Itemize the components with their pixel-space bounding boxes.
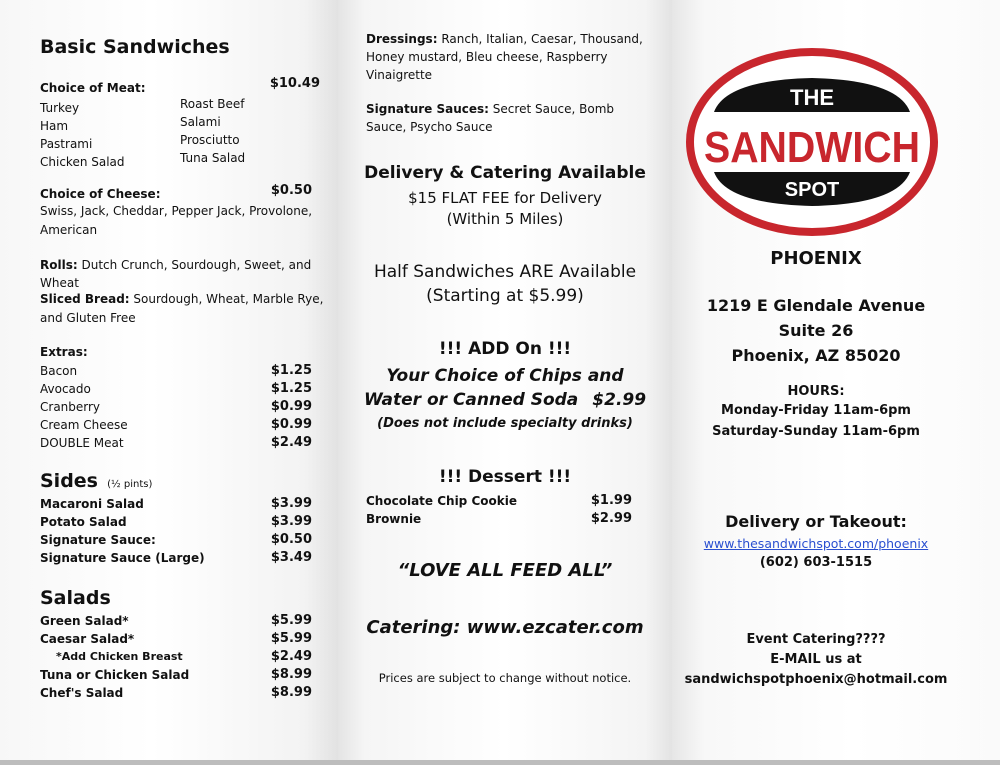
delivery-fee: $15 FLAT FEE for Delivery: [408, 189, 602, 207]
right-panel: [672, 0, 1000, 765]
salads-title: Salads: [40, 587, 111, 609]
sauces-line2: Sauce, Psycho Sauce: [366, 120, 493, 134]
sides-list: [40, 495, 312, 567]
meat-item: Tuna Salad: [180, 151, 246, 165]
hours-weekend: Saturday-Sunday 11am-6pm: [712, 424, 920, 439]
dressings-label: Dressings:: [366, 32, 438, 46]
meat-item: Ham: [40, 119, 69, 133]
address-line2: Suite 26: [778, 321, 854, 340]
extras-item: Cranberry $0.99: [40, 399, 312, 414]
left-panel: [0, 0, 338, 765]
cheese-price: $0.50: [270, 183, 312, 198]
half-sandwich-line1: Half Sandwiches ARE Available: [373, 262, 637, 282]
meat-item: Prosciutto: [180, 133, 240, 147]
rolls-line2: Wheat: [40, 276, 79, 290]
sides-note: (½ pints): [107, 479, 153, 490]
sliced-text: Sourdough, Wheat, Marble Rye,: [129, 292, 324, 306]
event-catering-line: Event Catering????: [746, 632, 886, 647]
extras-item: Bacon $1.25: [40, 363, 312, 378]
slogan: “LOVE ALL FEED ALL”: [397, 560, 613, 581]
extras-item: DOUBLE Meat $2.49: [40, 435, 312, 450]
rolls-label: Rolls:: [40, 258, 78, 272]
address-line3: Phoenix, AZ 85020: [731, 346, 901, 365]
salads-list: [40, 612, 312, 702]
half-sandwich-line2: (Starting at $5.99): [426, 286, 584, 306]
delivery-takeout-label: Delivery or Takeout:: [725, 512, 907, 531]
salads-item: Tuna or Chicken Salad $8.99: [40, 667, 312, 682]
meat-price: $10.49: [269, 76, 320, 91]
meat-list-col1: [40, 99, 125, 171]
website-link-row: [672, 536, 960, 551]
logo-text-the: THE: [790, 85, 834, 110]
meat-item: Chicken Salad: [40, 155, 125, 169]
sandwich-spot-logo: [686, 48, 938, 236]
cheese-line2: American: [40, 223, 98, 237]
catering-link: Catering: www.ezcater.com: [366, 617, 644, 638]
delivery-title: Delivery & Catering Available: [364, 163, 646, 183]
extras-item: Avocado $1.25: [40, 381, 312, 396]
addon-note: (Does not include specialty drinks): [377, 416, 633, 431]
sides-item: Signature Sauce (Large) $3.49: [40, 550, 312, 565]
addon-price: $2.99: [592, 390, 647, 410]
sides-item: Potato Salad $3.99: [40, 514, 312, 529]
dressings-line3: Vinaigrette: [366, 68, 433, 82]
extras-list: [40, 362, 312, 452]
salads-item: Chef's Salad $8.99: [40, 685, 312, 700]
dressings-line1: Dressings: Ranch, Italian, Caesar, Thousand,: [366, 32, 643, 46]
dressings-line2: Honey mustard, Bleu cheese, Raspberry: [366, 50, 608, 64]
salads-item: Caesar Salad* $5.99: [40, 631, 312, 646]
logo-text-sandwich: SANDWICH: [704, 123, 920, 172]
addon-line1: Your Choice of Chips and: [386, 366, 624, 386]
address-line1: 1219 E Glendale Avenue: [706, 296, 926, 315]
hours-weekday: Monday-Friday 11am-6pm: [721, 403, 911, 418]
salads-item: Green Salad* $5.99: [40, 613, 312, 628]
sauces-line1: Signature Sauces: Secret Sauce, Bomb: [366, 102, 615, 116]
hours-label: HOURS:: [787, 384, 845, 399]
website-link[interactable]: www.thesandwichspot.com/phoenix: [703, 536, 929, 551]
addon-line2: Water or Canned Soda $2.99: [363, 390, 647, 410]
middle-panel: [338, 0, 672, 765]
phone-number: (602) 603-1515: [759, 555, 873, 570]
meat-item: Salami: [180, 115, 221, 129]
rolls-line1: [40, 258, 311, 272]
sides-item: Signature Sauce: $0.50: [40, 532, 312, 547]
disclaimer: Prices are subject to change without notice.: [378, 671, 632, 685]
basic-sandwiches-title: Basic Sandwiches: [40, 36, 230, 58]
cheese-line1: Swiss, Jack, Cheddar, Pepper Jack, Provolone,: [40, 204, 313, 218]
dessert-item: Chocolate Chip Cookie $1.99: [366, 493, 632, 508]
dessert-list: [366, 492, 632, 528]
meat-item: Roast Beef: [180, 97, 245, 111]
meat-label: Choice of Meat:: [40, 81, 146, 95]
extras-item: Cream Cheese $0.99: [40, 417, 312, 432]
dessert-item: Brownie $2.99: [366, 511, 632, 526]
meat-item: Turkey: [40, 101, 80, 115]
sides-header: [40, 470, 152, 492]
dessert-title: !!! Dessert !!!: [438, 467, 572, 487]
sides-title: Sides: [40, 470, 98, 492]
sliced-line2: and Gluten Free: [40, 311, 136, 325]
meat-item: Pastrami: [40, 137, 93, 151]
cheese-label: Choice of Cheese:: [40, 187, 161, 201]
email-address[interactable]: sandwichspotphoenix@hotmail.com: [684, 672, 948, 687]
sliced-line1: [40, 292, 323, 306]
delivery-range: (Within 5 Miles): [446, 210, 564, 228]
bottom-edge: [0, 760, 1000, 765]
sauces-label: Signature Sauces:: [366, 102, 489, 116]
meat-list-col2: [180, 95, 245, 167]
sliced-label: Sliced Bread:: [40, 292, 130, 306]
dressings-block: [366, 30, 643, 84]
extras-label: Extras:: [40, 345, 88, 359]
sauces-block: [366, 100, 614, 136]
salads-item: *Add Chicken Breast $2.49: [56, 649, 312, 664]
city-heading: PHOENIX: [770, 248, 862, 269]
sides-item: Macaroni Salad $3.99: [40, 496, 312, 511]
logo-text-spot: SPOT: [784, 179, 840, 201]
rolls-text: Dutch Crunch, Sourdough, Sweet, and: [77, 258, 312, 272]
email-us-line: E-MAIL us at: [770, 652, 862, 667]
addon-title: !!! ADD On !!!: [438, 339, 572, 359]
